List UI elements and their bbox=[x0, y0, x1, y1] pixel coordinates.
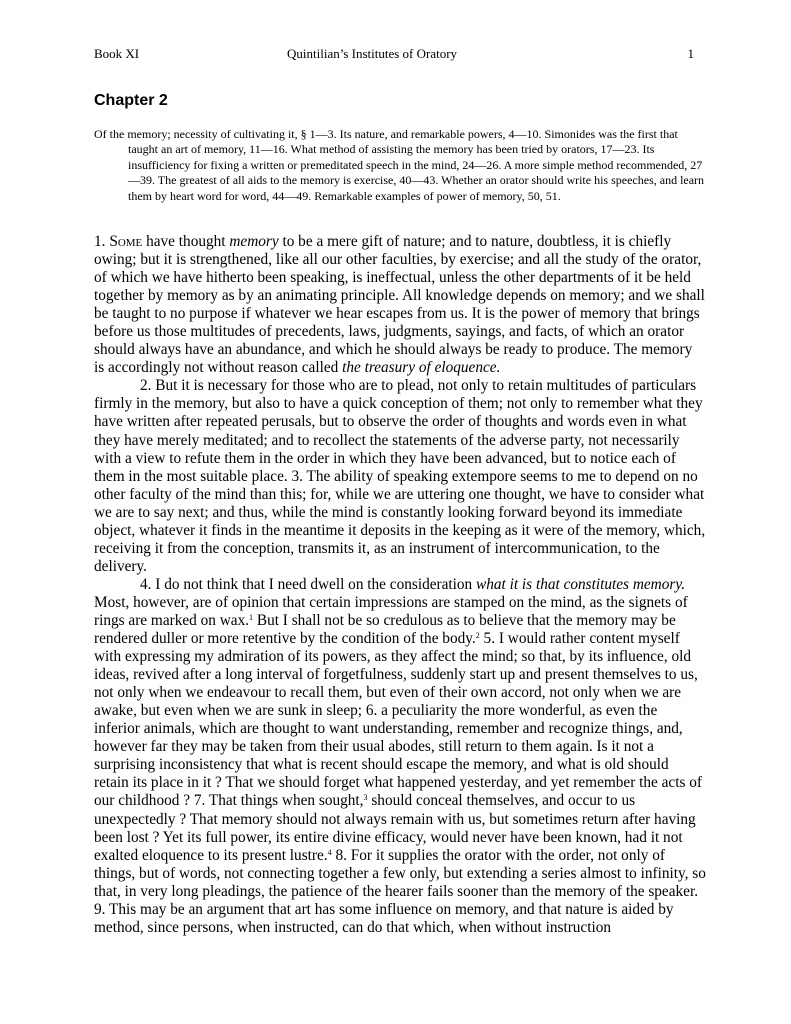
chapter-title: Chapter 2 bbox=[94, 92, 168, 109]
text-run: 4. I do not think that I need dwell on the consideration bbox=[140, 575, 477, 593]
paragraph-2: 2. But it is necessary for those who are to plead, not only to retain multitudes of particulars firmly in the memory, but also to have a quick conception of them; not only to remember what they have written after repeated perusals, but to observe the order of thoughts and words even in what they have merely meditated; and to recollect the statements of the adverse party, not necessarily with a view to refute them in the order in which they have been advanced, but to notice each of them in the most suitable place. 3. The ability of speaking extempore seems to me to depend on no other faculty of the mind than this; for, while we are uttering one thought, we have to consider what we are to say next; and thus, while the mind is constantly looking forward beyond its immediate object, whatever it finds in the meantime it deposits in the keeping as it were of the memory, which, receiving it from the conception, transmits it, as an instrument of intercommunication, to the delivery. bbox=[94, 377, 706, 575]
summary-text: Of the memory; necessity of cultivating it, § 1—3. Its nature, and remarkable powers, 4—10. Simonides was the first that taught an art of memory, 11—16. What method of assisting the memory has been tried by orators, 17—23. Its insufficiency for fixing a written or premeditated speech in the mind, 24—26. A more simple method recommended, 27—39. The greatest of all aids to the memory is exercise, 40—43. Whether an orator should write his speeches, and learn them by heart word for word, 44—49. Remarkable examples of power of memory, 50, 51. bbox=[94, 127, 705, 203]
italic-term: memory bbox=[229, 233, 279, 250]
running-title: Quintilian’s Institutes of Oratory bbox=[287, 46, 458, 61]
lead-word: Some bbox=[109, 233, 143, 250]
text-run: But I shall not be so credulous as to believe that the memory may be rendered duller or more retentive by the condition of the body. bbox=[94, 611, 676, 648]
section-number: 1. bbox=[94, 233, 106, 250]
text-run: to be a mere gift of nature; and to nature, doubtless, it is chiefly owing; but it is strengthened, like all our other faculties, by exercise; and all the study of the orator, of which we have hitherto been speaking, is ineffectual, unless the other departments of it be held together by memory as by an animating principle. All knowledge depends on memory; and we shall be taught to no purpose if whatever we hear escapes from us. It is the power of memory that brings before us those multitudes of precedents, laws, judgments, sayings, and facts, of which an orator should always have an abundance, and which he should always be ready to produce. The memory is accordingly not without reason called bbox=[94, 233, 705, 377]
text-run: 5. I would rather content myself with expressing my admiration of its powers, as they affect the mind; so that, by its influence, old ideas, revived after a long interval of forgetfulness, suddenly start up and present themselves to us, not only when we endeavour to recall them, but even of their own accord, not only when we are awake, but even when we are sunk in sleep; 6. a peculiarity the more wonderful, as even the inferior animals, which are thought to want understanding, remember and recognize things, and, however far they may be taken from their usual abodes, still return to them again. Is it not a surprising inconsistency that what is recent should escape the memory, and what is old should retain its place in it ? That we should forget what happened yesterday, and yet remember the acts of our childhood ? 7. That things when sought, bbox=[94, 630, 702, 810]
book-label: Book XI bbox=[94, 46, 140, 61]
italic-phrase: what it is that constitutes memory. bbox=[476, 575, 686, 593]
footnote-ref-1[interactable]: 1 bbox=[249, 612, 254, 622]
text-run: have thought bbox=[142, 233, 230, 250]
chapter-summary bbox=[94, 127, 706, 204]
text-run: Most, however, are of opinion that certain impressions are stamped on the mind, as the signets of rings are marked on wax. bbox=[94, 593, 688, 629]
footnote-ref-4[interactable]: 4 bbox=[327, 847, 332, 857]
paragraph-3 bbox=[94, 576, 706, 937]
running-header bbox=[94, 46, 694, 64]
page-number: 1 bbox=[687, 46, 694, 61]
paragraph-1 bbox=[94, 233, 706, 377]
text-run: should conceal themselves, and occur to us unexpectedly ? That memory should not always remain with us, but sometimes return after having been lost ? Yet its full power, its entire divine efficacy, would never have been known, had it not exalted eloquence to its present lustre. bbox=[94, 792, 696, 864]
text-run: 8. For it supplies the orator with the order, not only of things, but of words, not connecting together a few only, but extending a series almost to infinity, so that, in very long pleadings, the patience of the hearer fails sooner than the memory of the speaker. 9. This may be an argument that art has some influence on memory, and that nature is aided by method, since persons, when instructed, can do that which, when without instruction bbox=[94, 846, 706, 936]
body-text bbox=[94, 233, 706, 937]
footnote-ref-2[interactable]: 2 bbox=[475, 631, 480, 641]
footnote-ref-3[interactable]: 3 bbox=[363, 793, 368, 803]
italic-phrase: the treasury of eloquence. bbox=[342, 359, 501, 377]
